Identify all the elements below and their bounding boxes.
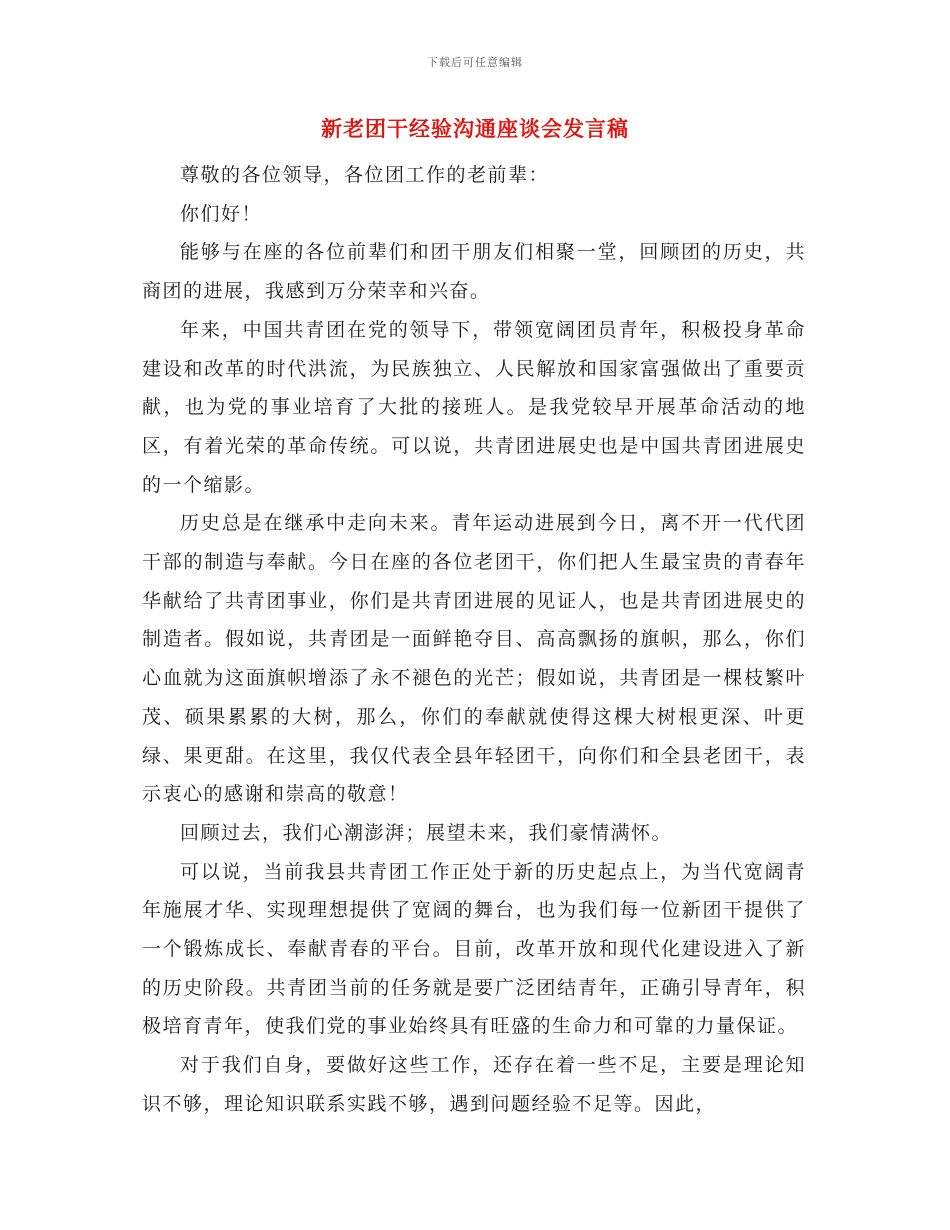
paragraph: 年来，中国共青团在党的领导下，带领宽阔团员青年，积极投身革命建设和改革的时代洪流，为民族独立、人民解放和国家富强做出了重要贡献，也为党的事业培育了大批的接班人。是我党较早开展革命活动的地区，有着光荣的革命传统。可以说，共青团进展史也是中国共青团进展史的一个缩影。	[142, 318, 806, 496]
paragraph: 对于我们自身，要做好这些工作，还存在着一些不足，主要是理论知识不够，理论知识联系实践不够，遇到问题经验不足等。因此，	[142, 1054, 806, 1115]
page-header-note: 下载后可任意编辑	[427, 56, 523, 69]
document-body	[142, 156, 806, 1124]
paragraph: 历史总是在继承中走向未来。青年运动进展到今日，离不开一代代团干部的制造与奉献。今日在座的各位老团干，你们把人生最宝贵的青春年华献给了共青团事业，你们是共青团进展的见证人，也是共青团进展史的制造者。假如说，共青团是一面鲜艳夺目、高高飘扬的旗帜，那么，你们心血就为这面旗帜增添了永不褪色的光芒；假如说，共青团是一棵枝繁叶茂、硕果累累的大树，那么，你们的奉献就使得这棵大树根更深、叶更绿、果更甜。在这里，我仅代表全县年轻团干，向你们和全县老团干，表示衷心的感谢和崇高的敬意！	[142, 512, 806, 806]
paragraph: 能够与在座的各位前辈们和团干朋友们相聚一堂，回顾团的历史，共商团的进展，我感到万分荣幸和兴奋。	[142, 241, 806, 303]
paragraph: 可以说，当前我县共青团工作正处于新的历史起点上，为当代宽阔青年施展才华、实现理想提供了宽阔的舞台，也为我们每一位新团干提供了一个锻炼成长、奉献青春的平台。目前，改革开放和现代化建设进入了新的历史阶段。共青团当前的任务就是要广泛团结青年，正确引导青年，积极培育青年，使我们党的事业始终具有旺盛的生命力和可靠的力量保证。	[142, 860, 806, 1038]
paragraph-greeting: 你们好！	[180, 202, 263, 225]
paragraph: 回顾过去，我们心潮澎湃；展望未来，我们豪情满怀。	[180, 821, 673, 844]
document-title: 新老团干经验沟通座谈会发言稿	[321, 116, 629, 141]
paragraph-salutation: 尊敬的各位领导，各位团工作的老前辈：	[180, 164, 550, 186]
